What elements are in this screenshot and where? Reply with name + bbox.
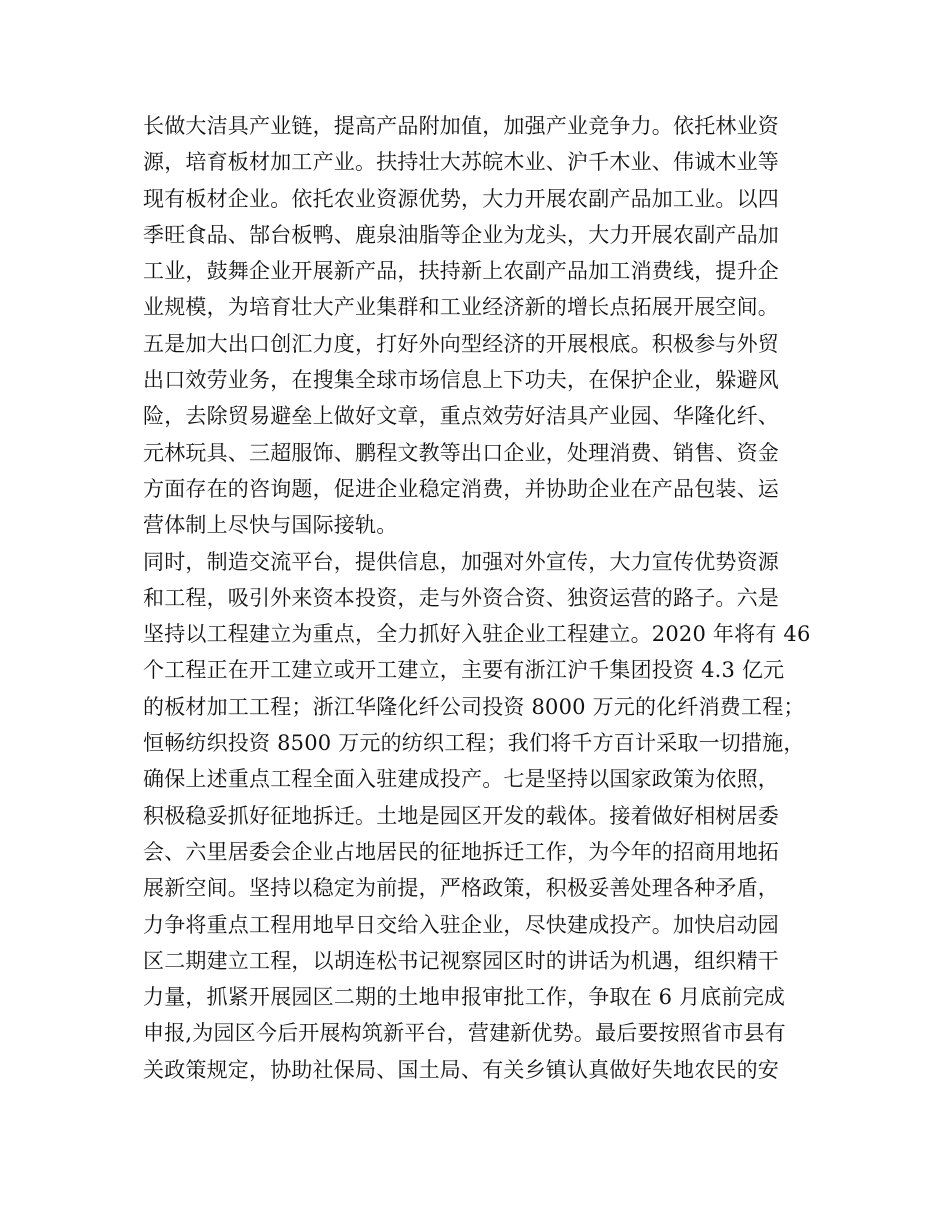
body-text — [143, 108, 813, 1088]
text-line: 展新空间。坚持以稳定为前提，严格政策，积极妥善处理各种矛盾， — [143, 876, 779, 901]
text-line: 积极稳妥抓好征地拆迁。土地是园区开发的载体。接着做好相树居委 — [143, 803, 779, 828]
text-line: 现有板材企业。依托农业资源优势，大力开展农副产品加工业。以四 — [143, 186, 779, 211]
text-line: 五是加大出口创汇力度，打好外向型经济的开展根底。积极参与外贸 — [143, 331, 779, 356]
text-line: 申报,为园区今后开展构筑新平台，营建新优势。最后要按照省市县有 — [143, 1021, 786, 1046]
text-line: 和工程，吸引外来资本投资，走与外资合资、独资运营的路子。六是 — [143, 585, 779, 610]
text-line: 坚持以工程建立为重点，全力抓好入驻企业工程建立。2020 年将有 46 — [143, 622, 811, 647]
text-line: 关政策规定，协助社保局、国土局、有关乡镇认真做好失地农民的安 — [143, 1057, 779, 1082]
text-line: 长做大洁具产业链，提高产品附加值，加强产业竞争力。依托林业资 — [143, 114, 779, 138]
text-line: 出口效劳业务，在搜集全球市场信息上下功夫，在保护企业，躲避风 — [143, 368, 779, 393]
text-line: 力争将重点工程用地早日交给入驻企业，尽快建成投产。加快启动园 — [143, 912, 779, 937]
text-line: 区二期建立工程，以胡连松书记视察园区时的讲话为机遇，组织精干 — [143, 948, 779, 973]
text-line: 元林玩具、三超服饰、鹏程文教等出口企业，处理消费、销售、资金 — [143, 440, 779, 465]
text-line: 险，去除贸易避垒上做好文章，重点效劳好洁具产业园、华隆化纤、 — [143, 404, 779, 429]
text-line: 确保上述重点工程全面入驻建成投产。七是坚持以国家政策为依照， — [143, 767, 779, 792]
text-line: 季旺食品、郜台板鸭、鹿泉油脂等企业为龙头，大力开展农副产品加 — [143, 222, 779, 247]
text-line: 业规模，为培育壮大产业集群和工业经济新的增长点拓展开展空间。 — [143, 295, 779, 320]
text-line: 力量，抓紧开展园区二期的土地申报审批工作，争取在 6 月底前完成 — [143, 985, 786, 1010]
text-line: 源，培育板材加工产业。扶持壮大苏皖木业、沪千木业、伟诚木业等 — [143, 150, 779, 175]
text-line: 恒畅纺织投资 8500 万元的纺织工程；我们将千方百计采取一切措施， — [143, 731, 805, 756]
text-line: 个工程正在开工建立或开工建立，主要有浙江沪千集团投资 4.3 亿元 — [143, 658, 785, 683]
text-line: 同时，制造交流平台，提供信息，加强对外宣传，大力宣传优势资源 — [143, 549, 779, 574]
text-line: 的板材加工工程；浙江华隆化纤公司投资 8000 万元的化纤消费工程； — [143, 694, 805, 719]
text-line: 会、六里居委会企业占地居民的征地拆迁工作，为今年的招商用地拓 — [143, 839, 779, 864]
text-line: 工业，鼓舞企业开展新产品，扶持新上农副产品加工消费线，提升企 — [143, 259, 779, 284]
text-line: 方面存在的咨询题，促进企业稳定消费，并协助企业在产品包装、运 — [143, 476, 779, 501]
text-line: 营体制上尽快与国际接轨。 — [143, 513, 398, 538]
